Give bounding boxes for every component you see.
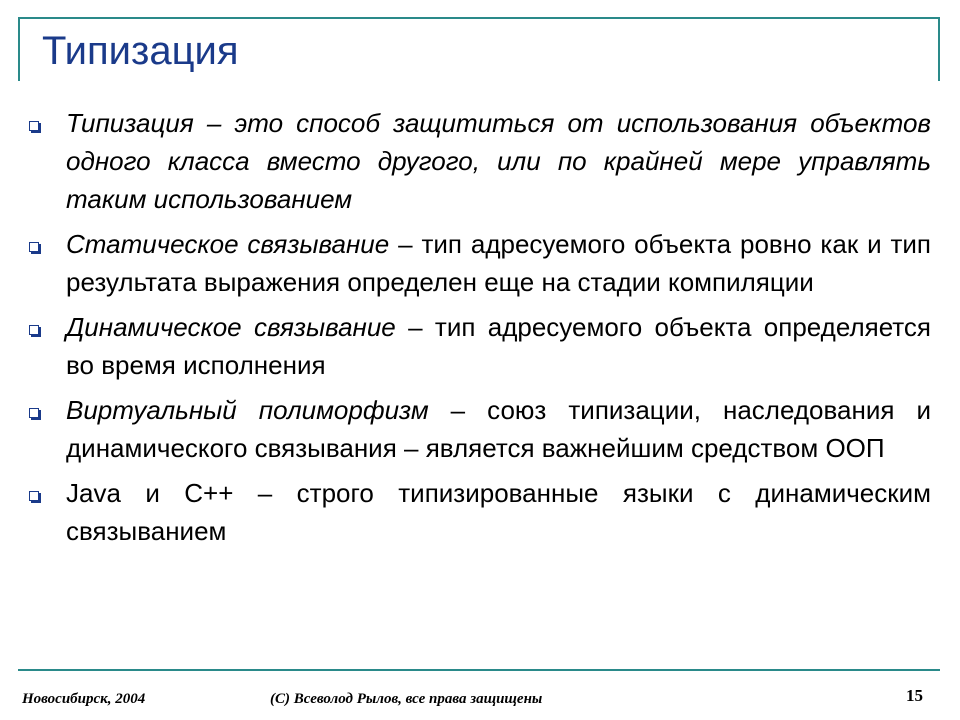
bullet-item-static-binding xyxy=(27,225,931,301)
bullet-text: Java и C++ – строго типизированные языки с динамическим связыванием xyxy=(66,478,931,546)
bullet-term: Динамическое связывание xyxy=(66,312,396,342)
bullet-term: Типизация – это способ защититься от использования объектов одного класса вместо другого, или по крайней мере управлять таким использованием xyxy=(66,108,931,214)
page-number: 15 xyxy=(906,686,923,705)
bullet-item-virtual-polymorphism xyxy=(27,391,931,467)
square-bullet-icon xyxy=(29,242,39,252)
bullet-text: – тип адресуемого объекта ровно как и тип результата выражения определен еще на стадии компиляции xyxy=(66,229,932,297)
bullet-text: – тип адресуемого объекта определяется во время исполнения xyxy=(66,312,931,380)
title-frame-top-line xyxy=(18,17,940,19)
square-bullet-icon xyxy=(29,491,39,501)
bullet-text: – союз типизации, наследования и динамического связывания – является важнейшим средством ООП xyxy=(66,395,931,463)
square-bullet-icon xyxy=(29,408,39,418)
slide-title: Типизация xyxy=(42,29,239,73)
footer-divider xyxy=(18,669,940,671)
square-bullet-icon xyxy=(29,121,39,131)
footer-location-year: Новосибирск, 2004 xyxy=(22,691,146,707)
square-bullet-icon xyxy=(29,325,39,335)
bullet-term: Статическое связывание xyxy=(66,229,390,259)
footer-copyright: (С) Всеволод Рылов, все права защищены xyxy=(270,691,543,707)
bullet-term: Виртуальный полиморфизм xyxy=(66,395,429,425)
bullet-item-typing-definition xyxy=(27,104,931,218)
title-frame-left-line xyxy=(18,17,20,81)
bullet-item-dynamic-binding xyxy=(27,308,931,384)
bullet-item-java-cpp xyxy=(27,474,931,550)
title-frame-right-line xyxy=(938,17,940,81)
bullet-list xyxy=(27,104,931,557)
